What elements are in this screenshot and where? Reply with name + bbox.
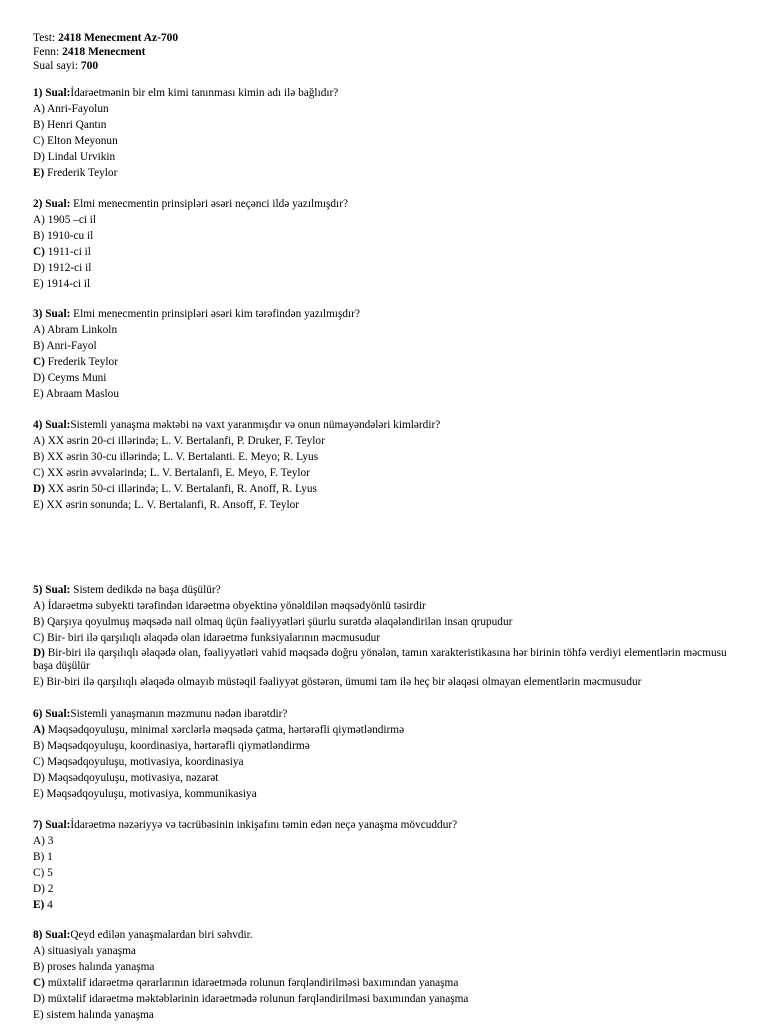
option-letter: D) — [33, 372, 45, 384]
option-text: Bir-biri ilə qarşılıqlı əlaqədə olmayıb müstəqil fəaliyyət göstərən, ümumi tam ilə heç bir əlaqəsi olmayan elementlərin məcmusudur — [43, 676, 642, 688]
fenn-value: 2418 Menecment — [62, 46, 146, 58]
question-body: Sistem dedikdə nə başa düşülür? — [70, 584, 221, 596]
option-letter: A) — [33, 945, 45, 957]
question-number: 4) Sual: — [33, 419, 71, 431]
test-value: 2418 Menecment Az-700 — [58, 32, 179, 44]
option-a-correct — [33, 722, 733, 738]
option-text: 1914-ci il — [43, 278, 91, 290]
option-text: 5 — [44, 867, 53, 879]
option-text: proses halında yanaşma — [44, 961, 155, 973]
option-b — [33, 338, 733, 354]
option-b — [33, 117, 733, 133]
option-letter: E) — [33, 278, 44, 290]
question-2 — [33, 196, 733, 292]
option-e — [33, 786, 733, 802]
option-letter: B) — [33, 851, 45, 863]
option-text: 4 — [44, 899, 53, 911]
option-text: Abram Linkoln — [44, 324, 118, 336]
question-body: Sistemli yanaşmanın məzmunu nədən ibarətdir? — [70, 708, 288, 720]
question-body: İdarəetmə nəzəriyyə və təcrübəsinin inkişafını təmin edən neçə yanaşma mövcuddur? — [70, 819, 458, 831]
option-letter: A) — [33, 600, 45, 612]
question-3 — [33, 306, 733, 402]
option-c-correct — [33, 354, 733, 370]
option-a — [33, 322, 733, 338]
option-text: Qarşıya qoyulmuş məqsədə nail olmaq üçün fəaliyyətləri şüurlu surətdə əlaqələndirilən insan qrupudur — [44, 616, 513, 628]
option-d — [33, 991, 733, 1007]
option-letter: B) — [33, 340, 45, 352]
option-c — [33, 630, 733, 646]
question-number: 1) Sual: — [33, 87, 71, 99]
sual-count-line — [33, 59, 178, 73]
question-number: 6) Sual: — [33, 708, 71, 720]
option-text: Elton Meyonun — [44, 135, 118, 147]
option-e-correct — [33, 897, 733, 913]
option-text: Məqsədqoyuluşu, motivasiya, kommunikasiya — [43, 788, 257, 800]
option-d — [33, 770, 733, 786]
option-text: Anri-Fayol — [44, 340, 97, 352]
option-a — [33, 101, 733, 117]
option-letter: C) — [33, 867, 45, 879]
question-text — [33, 196, 733, 212]
option-text: XX əsrin əvvələrində; L. V. Bertalanfi, E. Meyo, F. Teylor — [44, 467, 310, 479]
option-b — [33, 849, 733, 865]
option-d — [33, 881, 733, 897]
option-text: Məqsədqoyuluşu, koordinasiya, hərtərəfli qiymətləndirmə — [44, 740, 310, 752]
option-d — [33, 149, 733, 165]
question-number: 3) Sual: — [33, 308, 71, 320]
question-body: Elmi menecmentin prinsipləri əsəri kim tərəfindən yazılmışdır? — [70, 308, 360, 320]
option-b — [33, 959, 733, 975]
option-letter: A) — [33, 835, 45, 847]
option-letter: A) — [33, 103, 45, 115]
option-b — [33, 228, 733, 244]
question-text — [33, 706, 733, 722]
option-e-correct — [33, 165, 733, 181]
option-text: Frederik Teylor — [44, 356, 118, 368]
question-1 — [33, 85, 733, 181]
option-text: sistem halında yanaşma — [43, 1009, 154, 1021]
option-letter: B) — [33, 119, 45, 131]
option-letter: E) — [33, 388, 44, 400]
option-letter: A) — [33, 214, 45, 226]
option-text: Henri Qantın — [44, 119, 107, 131]
option-letter: A) — [33, 435, 45, 447]
option-letter: E) — [33, 1009, 44, 1021]
option-e — [33, 1007, 733, 1023]
question-7 — [33, 817, 733, 913]
option-letter: E) — [33, 167, 45, 179]
question-6 — [33, 706, 733, 802]
option-letter: D) — [33, 262, 45, 274]
option-e — [33, 674, 733, 690]
option-c — [33, 465, 733, 481]
option-text: XX əsrin 30-cu illərində; L. V. Bertalanti. E. Meyo; R. Lyus — [44, 451, 319, 463]
option-letter: B) — [33, 451, 45, 463]
option-letter: E) — [33, 788, 44, 800]
question-number: 7) Sual: — [33, 819, 71, 831]
option-text: 1 — [44, 851, 53, 863]
option-d-correct — [33, 647, 733, 672]
test-line — [33, 31, 178, 45]
option-text: 1911-ci il — [44, 246, 91, 258]
question-text — [33, 582, 733, 598]
option-c-correct — [33, 975, 733, 991]
option-letter: B) — [33, 230, 45, 242]
question-body: Elmi menecmentin prinsipləri əsəri neçənci ildə yazılmışdır? — [70, 198, 348, 210]
option-letter: D) — [33, 772, 45, 784]
option-letter: C) — [33, 977, 45, 989]
question-5 — [33, 582, 733, 690]
option-c — [33, 865, 733, 881]
option-text: 1912-ci il — [44, 262, 92, 274]
question-text — [33, 417, 733, 433]
option-letter: C) — [33, 632, 45, 644]
option-text: Lindal Urvikin — [44, 151, 116, 163]
option-letter: C) — [33, 467, 45, 479]
option-e — [33, 497, 733, 513]
option-text: Məqsədqoyuluşu, motivasiya, nəzarət — [44, 772, 219, 784]
option-letter: D) — [33, 151, 45, 163]
option-text: Frederik Teylor — [44, 167, 118, 179]
test-label: Test: — [33, 32, 59, 44]
test-header — [33, 31, 178, 73]
sual-count-value: 700 — [80, 60, 99, 72]
option-letter: E) — [33, 899, 45, 911]
option-text: 2 — [44, 883, 54, 895]
option-letter: D) — [33, 993, 45, 1005]
option-d-correct — [33, 481, 733, 497]
option-c — [33, 754, 733, 770]
question-number: 8) Sual: — [33, 929, 71, 941]
option-letter: A) — [33, 324, 45, 336]
option-letter: A) — [33, 724, 45, 736]
option-e — [33, 386, 733, 402]
option-letter: B) — [33, 616, 45, 628]
option-letter: D) — [33, 647, 45, 659]
question-text — [33, 85, 733, 101]
sual-count-label: Sual sayi: — [33, 60, 81, 72]
option-text: situasiyalı yanaşma — [44, 945, 136, 957]
option-letter: C) — [33, 246, 45, 258]
option-text: Ceyms Muni — [44, 372, 107, 384]
question-text — [33, 817, 733, 833]
option-a — [33, 943, 733, 959]
option-d — [33, 260, 733, 276]
option-text: Anri-Fayolun — [44, 103, 109, 115]
fenn-line — [33, 45, 178, 59]
option-letter: C) — [33, 756, 45, 768]
option-a — [33, 212, 733, 228]
question-text — [33, 306, 733, 322]
option-b — [33, 614, 733, 630]
option-letter: B) — [33, 961, 45, 973]
question-number: 2) Sual: — [33, 198, 71, 210]
option-b — [33, 738, 733, 754]
option-c — [33, 133, 733, 149]
option-text: XX əsrin 20-ci illərində; L. V. Bertalanfi, P. Druker, F. Teylor — [44, 435, 325, 447]
option-text: Abraam Maslou — [43, 388, 119, 400]
option-text: XX əsrin sonunda; L. V. Bertalanfi, R. Ansoff, F. Teylor — [43, 499, 300, 511]
option-a — [33, 433, 733, 449]
question-body: Qeyd edilən yanaşmalardan biri səhvdir. — [70, 929, 253, 941]
option-text: müxtəlif idarəetmə qərarlarının idarəetmədə rolunun fərqləndirilməsi baxımından yanaşma — [44, 977, 459, 989]
option-text: İdarəetmə subyekti tərəfindən idarəetmə obyektinə yönəldilən məqsədyönlü təsirdir — [44, 600, 426, 612]
option-letter: C) — [33, 356, 45, 368]
option-letter: D) — [33, 883, 45, 895]
option-text: 1910-cu il — [44, 230, 94, 242]
option-a — [33, 598, 733, 614]
option-a — [33, 833, 733, 849]
option-d — [33, 370, 733, 386]
option-letter: E) — [33, 676, 44, 688]
option-text: 1905 –ci il — [44, 214, 97, 226]
option-c-correct — [33, 244, 733, 260]
option-text: Məqsədqoyuluşu, minimal xərclərlə məqsədə çatma, hərtərəfli qiymətləndirmə — [44, 724, 405, 736]
option-text: 3 — [44, 835, 54, 847]
option-letter: D) — [33, 483, 45, 495]
option-letter: B) — [33, 740, 45, 752]
question-4 — [33, 417, 733, 513]
question-body: İdarəetmənin bir elm kimi tanınması kimin adı ilə bağlıdır? — [70, 87, 339, 99]
question-8 — [33, 927, 733, 1023]
question-number: 5) Sual: — [33, 584, 71, 596]
fenn-label: Fenn: — [33, 46, 63, 58]
option-text: Bir-biri ilə qarşılıqlı əlaqədə olan, fəaliyyətləri vahid məqsədə doğru yönələn, tamın xarakteristikasına hər birinin töhfə verdiyi elementlərin məcmusu başa düşülür — [33, 647, 727, 672]
option-text: müxtəlif idarəetmə məktəblərinin idarəetmədə rolunun fərqləndirilməsi baxımından yanaşma — [44, 993, 469, 1005]
option-e — [33, 276, 733, 292]
option-b — [33, 449, 733, 465]
option-letter: C) — [33, 135, 45, 147]
option-text: XX əsrin 50-ci illərində; L. V. Bertalanfi, R. Anoff, R. Lyus — [44, 483, 317, 495]
question-body: Sistemli yanaşma məktəbi nə vaxt yaranmışdır və onun nümayəndələri kimlərdir? — [70, 419, 441, 431]
option-text: Bir- biri ilə qarşılıqlı əlaqədə olan idarəetmə funksiyalarının məcmusudur — [44, 632, 381, 644]
option-text: Məqsədqoyuluşu, motivasiya, koordinasiya — [44, 756, 244, 768]
option-letter: E) — [33, 499, 44, 511]
question-text — [33, 927, 733, 943]
